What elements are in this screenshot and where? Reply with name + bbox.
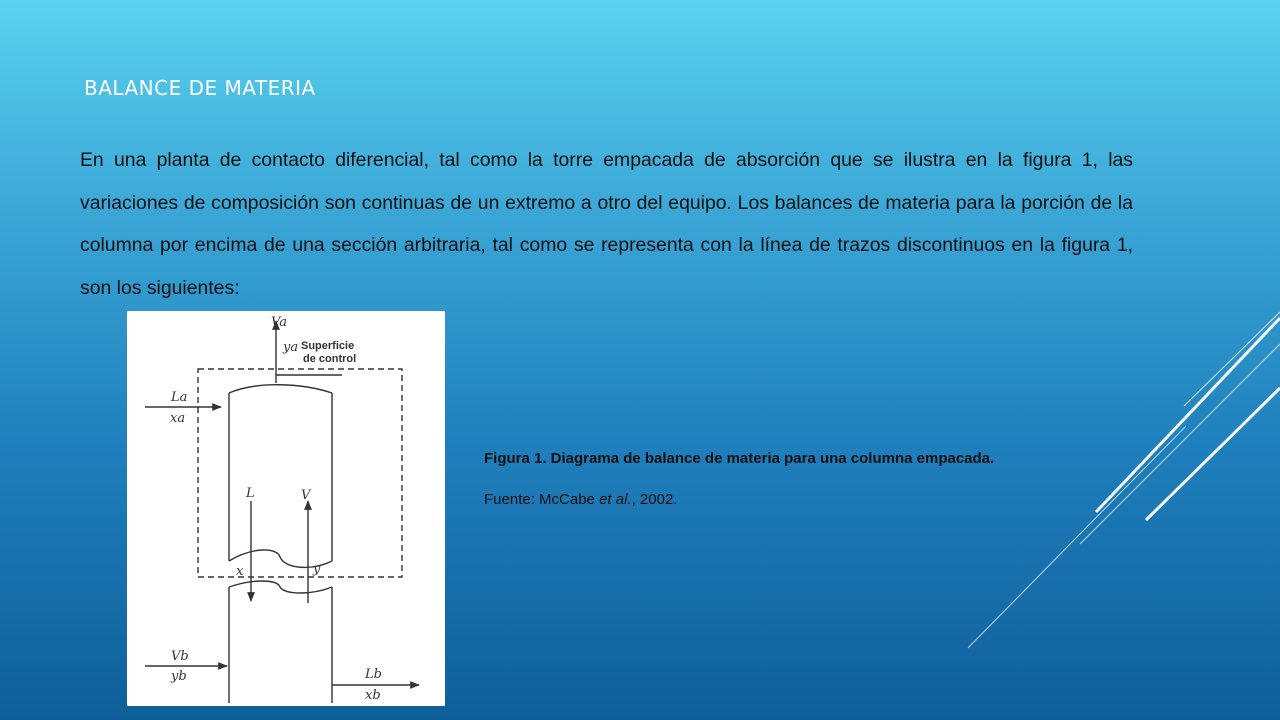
label-vb: Vb: [171, 649, 189, 664]
figure-caption: Figura 1. Diagrama de balance de materia para una columna empacada.: [484, 450, 995, 467]
label-x: x: [236, 564, 244, 579]
label-l: L: [246, 486, 255, 501]
column-diagram-svg: [127, 311, 445, 706]
deco-line-4: [1080, 344, 1280, 544]
deco-line-2: [1146, 388, 1280, 520]
column-diagram-figure: [127, 311, 445, 706]
label-xa: xa: [170, 411, 186, 426]
label-y: y: [313, 562, 321, 577]
label-ya: ya: [283, 340, 299, 355]
label-va: Va: [271, 315, 287, 330]
deco-line-3: [1184, 312, 1280, 406]
label-lb: Lb: [365, 667, 382, 682]
label-surface-line2: de control: [303, 353, 357, 365]
slide-title: BALANCE DE MATERIA: [84, 76, 316, 100]
label-surface-line1: Superficie: [301, 340, 355, 352]
deco-line-1: [1096, 318, 1280, 512]
figure-source: [484, 491, 677, 508]
label-yb: yb: [171, 669, 187, 684]
body-paragraph: En una planta de contacto diferencial, tal como la torre empacada de absorción que se ilustra en la figura 1, las variaciones de composición son continuas de un extremo a otro del equipo. Los balances de materia para la porción de la columna por encima de una sección arbitraria, tal como se representa con la línea de trazos discontinuos en la figura 1, son los siguientes:: [80, 149, 1133, 299]
column-break-lower: [229, 581, 332, 593]
label-v: V: [301, 488, 311, 503]
source-suffix: , 2002.: [631, 491, 678, 508]
label-xb: xb: [365, 688, 381, 703]
column-top-cap: [229, 385, 332, 393]
deco-line-5: [968, 426, 1186, 648]
label-la: La: [171, 390, 188, 405]
source-prefix: Fuente: McCabe: [484, 491, 600, 508]
source-italic: et al.: [599, 491, 632, 508]
